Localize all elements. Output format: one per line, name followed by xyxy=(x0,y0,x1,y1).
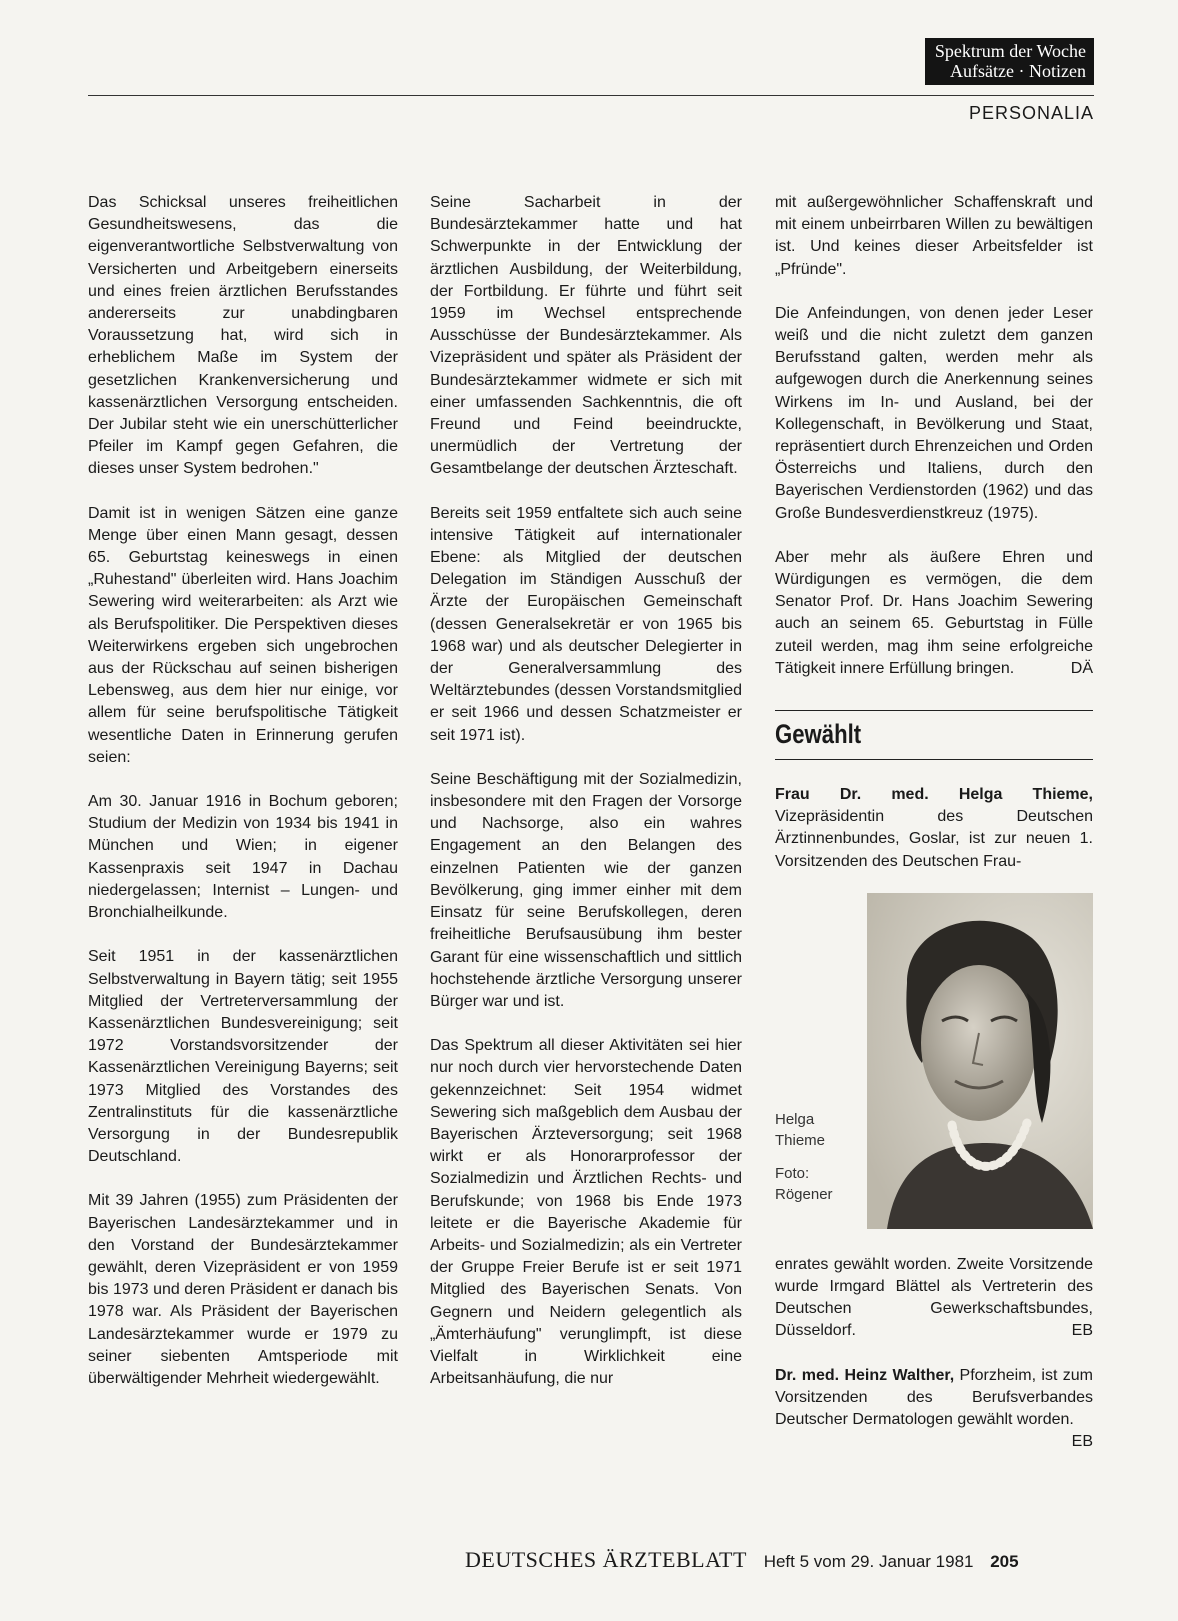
section-rule-top xyxy=(775,710,1093,711)
column-2 xyxy=(430,192,742,1412)
entry-text: enrates gewählt worden. Zweite Vorsitzende wurde Irmgard Blättel als Vertreterin des Deutschen Gewerkschaftsbundes, Düsseldorf. xyxy=(775,1255,1093,1340)
person-name: Dr. med. Heinz Walther, xyxy=(775,1366,955,1384)
news-entry-thieme-cont xyxy=(775,1254,1093,1343)
caption-line: Foto: xyxy=(775,1164,810,1182)
paragraph: Seit 1951 in der kassenärztlichen Selbstverwaltung in Bayern tätig; seit 1955 Mitglied der Vertreterversammlung der Kassenärztlichen Bundesvereinigung; seit 1972 Vorstandsvorsitzender der Kassenärztlichen Vereinigung Bayerns; seit 1973 Mitglied des Vorstandes des Zentralinstituts für die kassenärztliche Versorgung in der Bundesrepublik Deutschland. xyxy=(88,948,398,1166)
author-signature: DÄ xyxy=(1070,659,1093,677)
photo-caption-credit xyxy=(775,1163,833,1205)
column-3 xyxy=(775,192,1093,1454)
section-label-line2: Aufsätze · Notizen xyxy=(950,61,1086,81)
column-1 xyxy=(88,192,398,1412)
caption-line: Rögener xyxy=(775,1185,833,1203)
paragraph: Bereits seit 1959 entfaltete sich auch seine intensive Tätigkeit auf internationaler Ebene: als Mitglied der deutschen Delegation im Ständigen Ausschuß der Ärzte der Europäischen Gemeinschaft (dessen Generalsekretär er von 1965 bis 1968 war) und als deutscher Delegierter in der Generalversammlung des Weltärztebundes (dessen Vorstandsmitglied er seit 1966 und dessen Schatzmeister er seit 1971 ist). xyxy=(430,504,742,744)
paragraph xyxy=(775,547,1093,680)
person-name: Frau Dr. med. Helga Thieme, xyxy=(775,786,1093,804)
paragraph: Am 30. Januar 1916 in Bochum geboren; Studium der Medizin von 1934 bis 1941 in München und Wien; in eigener Kassenpraxis seit 1947 in Dachau niedergelassen; Internist – Lungen- und Bronchialheilkunde. xyxy=(88,793,398,922)
paragraph: mit außergewöhnlicher Schaffenskraft und mit einem unbeirrbaren Willen zu bewältigen ist. Und keines dieser Arbeitsfelder ist „Pfründe". xyxy=(775,194,1093,278)
paragraph: Das Spektrum all dieser Aktivitäten sei hier nur noch durch vier hervorstechende Daten gekennzeichnet: Seit 1954 widmet Sewering sich maßgeblich dem Ausbau der Bayerischen Ärzteversorgung; seit 1968 wirkt er als Honorarprofessor der Sozialmedizin und Ärztlichen Rechts- und Berufskunde; von 1968 bis Ende 1973 leitete er die Bayerische Akademie für Arbeits- und Sozialmedizin; als ein Vertreter der Gruppe Freier Berufe ist er seit 1971 Mitglied des Bayerischen Senats. Von Gegnern und Neidern gelegentlich als „Ämterhäufung" verunglimpft, ist diese Vielfalt in Wirklichkeit eine Arbeitsanhäufung, die nur xyxy=(430,1037,742,1388)
entry-signature: EB xyxy=(1071,1322,1093,1340)
section-label xyxy=(925,38,1094,85)
section-rule-bottom xyxy=(775,759,1093,760)
portrait-photo xyxy=(867,893,1093,1229)
issue-info: Heft 5 vom 29. Januar 1981 xyxy=(763,1552,974,1571)
section-heading-gewaehlt: Gewählt xyxy=(775,719,862,750)
news-entry-thieme xyxy=(775,784,1093,873)
portrait-block xyxy=(775,893,1093,1238)
entry-signature: EB xyxy=(1071,1433,1093,1451)
photo-caption-name xyxy=(775,1109,825,1151)
section-label-line1: Spektrum der Woche xyxy=(934,41,1086,61)
rubric-personalia: PERSONALIA xyxy=(968,103,1094,123)
page-number: 205 xyxy=(990,1552,1019,1571)
top-rule xyxy=(88,95,1094,96)
entry-text: Pforzheim, ist zum Vorsitzenden des Berufsverbandes Deutscher Dermatologen gewählt worden. xyxy=(775,1366,1093,1429)
page-footer xyxy=(465,1547,1094,1573)
portrait-illustration xyxy=(867,893,1093,1229)
news-entry-walther xyxy=(775,1365,1093,1451)
caption-line: Helga xyxy=(775,1110,815,1128)
paragraph: Seine Beschäftigung mit der Sozialmedizin, insbesondere mit den Fragen der Vorsorge und Nachsorge, also ein wahres Engagement an den Belangen des einzelnen Patienten wie der ganzen Bevölkerung, ging immer einher mit dem Einsatz für seine Berufskollegen, deren freiheitliche Berufsausübung ihm bester Garant für eine wissenschaftlich und sittlich hochstehende ärztliche Versorgung unserer Bürger war und ist. xyxy=(430,770,742,1010)
paragraph: Mit 39 Jahren (1955) zum Präsidenten der Bayerischen Landesärztekammer und in den Vorstand der Bundesärztekammer gewählt, deren Vizepräsident er von 1959 bis 1973 und deren Präsident er danach bis 1978 war. Als Präsident der Bayerischen Landesärztekammer wurde er 1979 zu seiner siebenten Amtsperiode mit überwältigender Mehrheit wiedergewählt. xyxy=(88,1192,398,1387)
paragraph: Seine Sacharbeit in der Bundesärztekammer hatte und hat Schwerpunkte in der Entwicklung der ärztlichen Ausbildung, der Weiterbildung, der Fortbildung. Er führte und führt seit 1959 im Wechsel entsprechende Ausschüsse der Bundesärztekammer. Als Vizepräsident und später als Präsident der Bundesärztekammer widmete er sich mit einer umfassenden Sachkenntnis, die oft Freund und Feind beeindruckte, unermüdlich der Vertretung der Gesamtbelange der deutschen Ärzteschaft. xyxy=(430,194,742,478)
entry-text: Vizepräsidentin des Deutschen Ärztinnenbundes, Goslar, ist zur neuen 1. Vorsitzenden des Deutschen Frau- xyxy=(775,808,1093,870)
caption-line: Thieme xyxy=(775,1131,826,1149)
paragraph: Damit ist in wenigen Sätzen eine ganze Menge über einen Mann gesagt, dessen 65. Geburtstag keineswegs in einen „Ruhestand" überleiten wird. Hans Joachim Sewering wird weiterarbeiten: als Arzt wie als Berufspolitiker. Die Perspektiven dieses Weiterwirkens ergeben sich ungebrochen aus der Rückschau auf seinen bisherigen Lebensweg, aus dem hier nur einige, vor allem für seine berufspolitische Tätigkeit wesentliche Daten in Erinnerung gerufen seien: xyxy=(88,504,398,766)
paragraph-text: Aber mehr als äußere Ehren und Würdigungen es vermögen, die dem Senator Prof. Dr. Hans Joachim Sewering auch an seinem 65. Geburtstag in Fülle zuteil werden, mag ihm seine erfolgreiche Tätigkeit innere Erfüllung bringen. xyxy=(775,548,1093,677)
paragraph: Die Anfeindungen, von denen jeder Leser weiß und die nicht zuletzt dem ganzen Berufsstand galten, werden mehr als aufgewogen durch die Anerkennung seines Wirkens im In- und Ausland, bei der Kollegenschaft, in Bevölkerung und Staat, repräsentiert durch Ehrenzeichen und Orden Österreichs und Italiens, durch den Bayerischen Verdienstorden (1962) und das Große Bundesverdienstkreuz (1975). xyxy=(775,304,1093,522)
paragraph: Das Schicksal unseres freiheitlichen Gesundheitswesens, das die eigenverantwortliche Selbstverwaltung von Versicherten und Arbeitgebern einerseits und eines freien ärztlichen Berufsstandes andererseits zur unabdingbaren Voraussetzung hat, wird sich in erheblichem Maße im System der gesetzlichen Krankenversicherung und kassenärztlichen Versorgung entscheiden. Der Jubilar steht wie ein unerschütterlicher Pfeiler im Kampf gegen Gefahren, die dieses unser System bedrohen." xyxy=(88,194,398,478)
journal-name: DEUTSCHES ÄRZTEBLATT xyxy=(465,1547,747,1572)
